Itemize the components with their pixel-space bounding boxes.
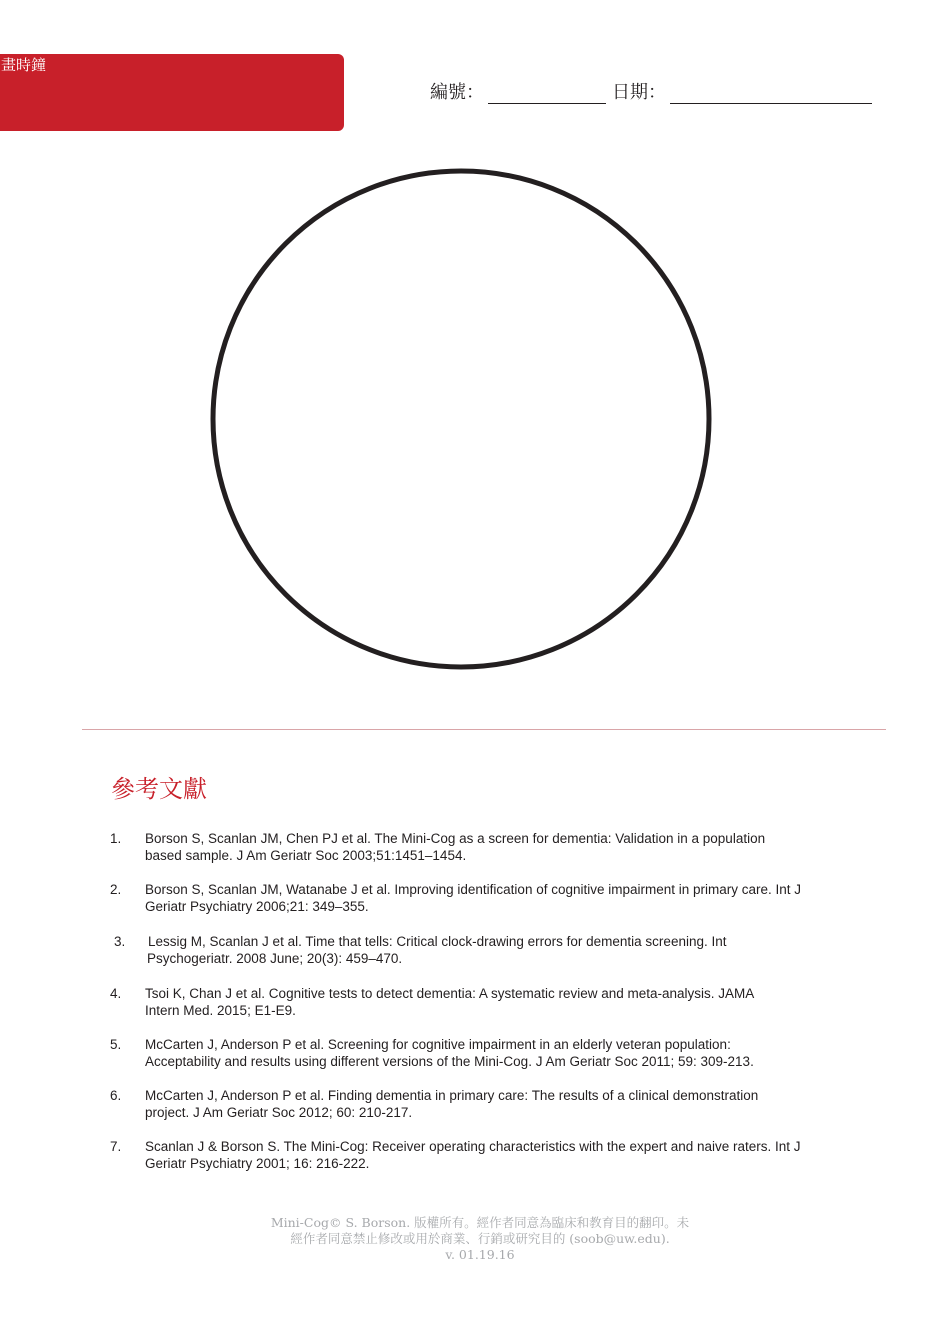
reference-number: 4.	[110, 986, 122, 1001]
reference-text-line: Psychogeriatr. 2008 June; 20(3): 459–470.	[147, 951, 403, 966]
date-field[interactable]	[670, 83, 872, 104]
reference-text-line: Geriatr Psychiatry 2006;21: 349–355.	[145, 899, 369, 914]
copyright-footer	[180, 1215, 780, 1263]
reference-item	[110, 985, 870, 1019]
reference-text-line: Geriatr Psychiatry 2001; 16: 216-222.	[145, 1156, 370, 1171]
clock-outline	[213, 171, 709, 667]
reference-item	[110, 1036, 870, 1070]
form-fields	[430, 82, 872, 104]
id-label: 編號：	[430, 82, 484, 103]
reference-number: 1.	[110, 831, 122, 846]
id-field[interactable]	[488, 83, 606, 104]
reference-number: 2.	[110, 882, 122, 897]
references-heading: 參考文獻	[111, 775, 207, 803]
reference-text-line: Borson S, Scanlan JM, Chen PJ et al. The Mini-Cog as a screen for dementia: Validation in a population	[145, 831, 766, 846]
copyright-line: Mini-Cog© S. Borson. 版權所有。經作者同意為臨床和教育目的翻印。未	[270, 1215, 690, 1230]
reference-text-line: Acceptability and results using different versions of the Mini-Cog. J Am Geriatr Soc 2011; 59: 309-213.	[145, 1054, 754, 1069]
reference-text-line: project. J Am Geriatr Soc 2012; 60: 210-217.	[145, 1105, 413, 1120]
reference-number: 5.	[110, 1037, 122, 1052]
page-title: 畫時鐘	[1, 56, 47, 74]
reference-number: 3.	[114, 934, 126, 949]
reference-text-line: McCarten J, Anderson P et al. Screening for cognitive impairment in an elderly veteran population:	[145, 1037, 731, 1052]
reference-item	[110, 830, 870, 864]
reference-text-line: Lessig M, Scanlan J et al. Time that tells: Critical clock-drawing errors for dementia screening. Int	[148, 934, 727, 949]
reference-item	[110, 1087, 870, 1121]
clock-drawing-circle[interactable]	[210, 168, 712, 670]
section-divider	[82, 729, 886, 730]
copyright-line: 經作者同意禁止修改或用於商業、行銷或研究目的 (soob@uw.edu).	[290, 1231, 670, 1246]
reference-item	[110, 1138, 870, 1172]
reference-number: 7.	[110, 1139, 122, 1154]
reference-text-line: Tsoi K, Chan J et al. Cognitive tests to detect dementia: A systematic review and meta-analysis. JAMA	[145, 986, 755, 1001]
reference-item	[110, 881, 870, 915]
date-label: 日期：	[612, 82, 666, 103]
reference-number: 6.	[110, 1088, 122, 1103]
version-label: v. 01.19.16	[445, 1247, 515, 1262]
reference-item	[110, 933, 870, 967]
reference-text-line: McCarten J, Anderson P et al. Finding dementia in primary care: The results of a clinical demonstration	[145, 1088, 759, 1103]
reference-text-line: Scanlan J & Borson S. The Mini-Cog: Receiver operating characteristics with the expert and naive raters. Int J	[145, 1139, 801, 1154]
header-tab	[0, 54, 344, 131]
reference-text-line: based sample. J Am Geriatr Soc 2003;51:1451–1454.	[145, 848, 467, 863]
reference-text-line: Borson S, Scanlan JM, Watanabe J et al. Improving identification of cognitive impairment in primary care. Int J	[145, 882, 802, 897]
reference-text-line: Intern Med. 2015; E1-E9.	[145, 1003, 296, 1018]
